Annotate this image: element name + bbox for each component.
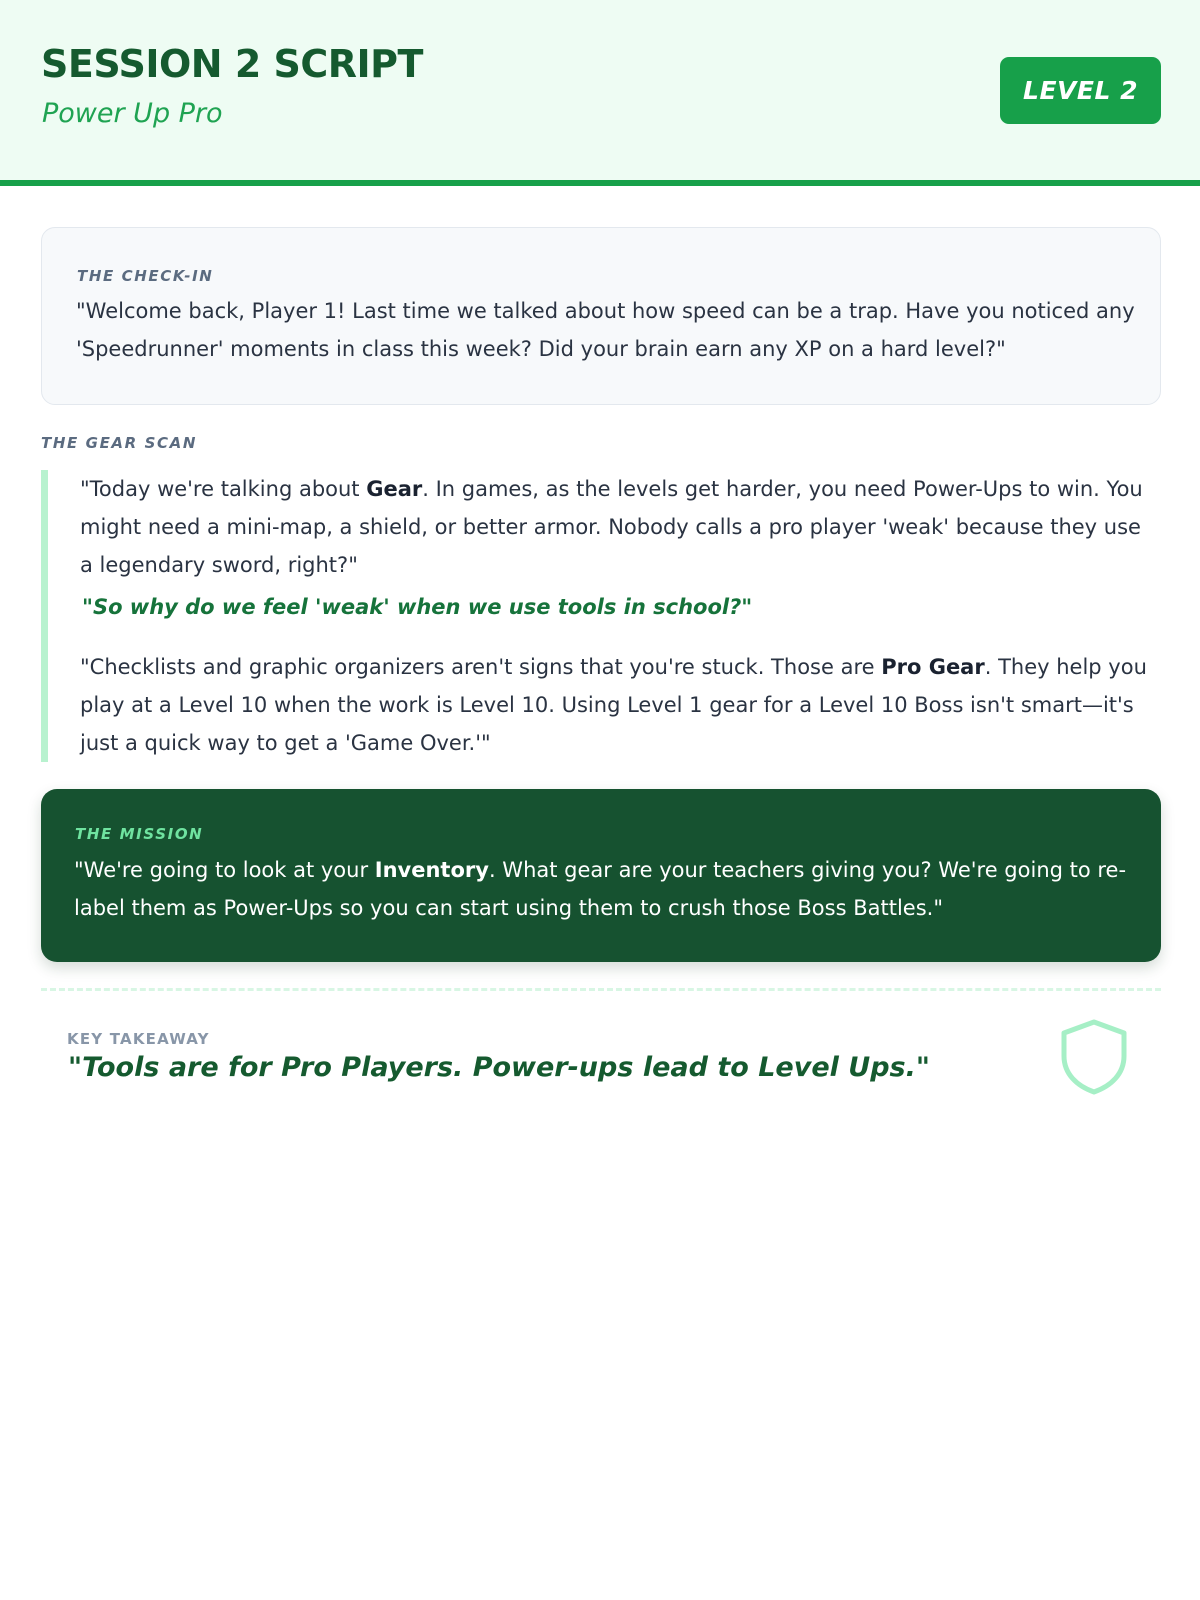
level-badge: LEVEL 2 — [1000, 57, 1161, 124]
checkin-text: "Welcome back, Player 1! Last time we talked about how speed can be a trap. Have you noticed any 'Speedrunner' moments in class this week? Did your brain earn any XP on a hard level?" — [76, 299, 1135, 361]
section-divider — [41, 988, 1161, 991]
mission-text-start: "We're going to look at your — [74, 858, 375, 882]
mission-text-bold: Inventory — [374, 858, 489, 882]
gear-p1-end: . In games, as the levels get harder, you need Power-Ups to win. You might need a mini-map, a shield, or better armor. Nobody calls a pro player 'weak' because they use a legendary sword, right?" — [80, 477, 1143, 577]
page-title: SESSION 2 SCRIPT — [41, 42, 423, 86]
checkin-label: THE CHECK-IN — [77, 267, 214, 285]
mission-card — [41, 789, 1161, 962]
gear-scan-question: "So why do we feel 'weak' when we use tools in school?" — [82, 595, 753, 619]
page-subtitle: Power Up Pro — [42, 98, 223, 129]
gear-scan-paragraph-1 — [80, 470, 1150, 584]
gear-p2-end: . They help you play at a Level 10 when the work is Level 10. Using Level 1 gear for a Level 10 Boss isn't smart—it's just a quick way to get a 'Game Over.'" — [80, 655, 1147, 755]
shield-icon — [1058, 1018, 1130, 1096]
checkin-card — [41, 227, 1161, 405]
gear-p1-start: "Today we're talking about — [80, 477, 367, 501]
takeaway-quote: "Tools are for Pro Players. Power-ups lead to Level Ups." — [68, 1052, 930, 1083]
gear-p2-bold: Pro Gear — [881, 655, 985, 679]
mission-text — [74, 851, 1134, 927]
mission-label: THE MISSION — [75, 825, 204, 843]
gear-scan-block — [41, 470, 1161, 762]
page-header — [0, 0, 1200, 186]
takeaway-label: KEY TAKEAWAY — [67, 1030, 210, 1048]
gear-scan-paragraph-2 — [80, 648, 1150, 762]
gear-p1-bold: Gear — [366, 477, 423, 501]
gear-scan-label: THE GEAR SCAN — [41, 434, 197, 452]
gear-p2-start: "Checklists and graphic organizers aren't signs that you're stuck. Those are — [80, 655, 882, 679]
mission-text-end: . What gear are your teachers giving you? We're going to re-label them as Power-Ups so you can start using them to crush those Boss Battles." — [74, 858, 1127, 920]
